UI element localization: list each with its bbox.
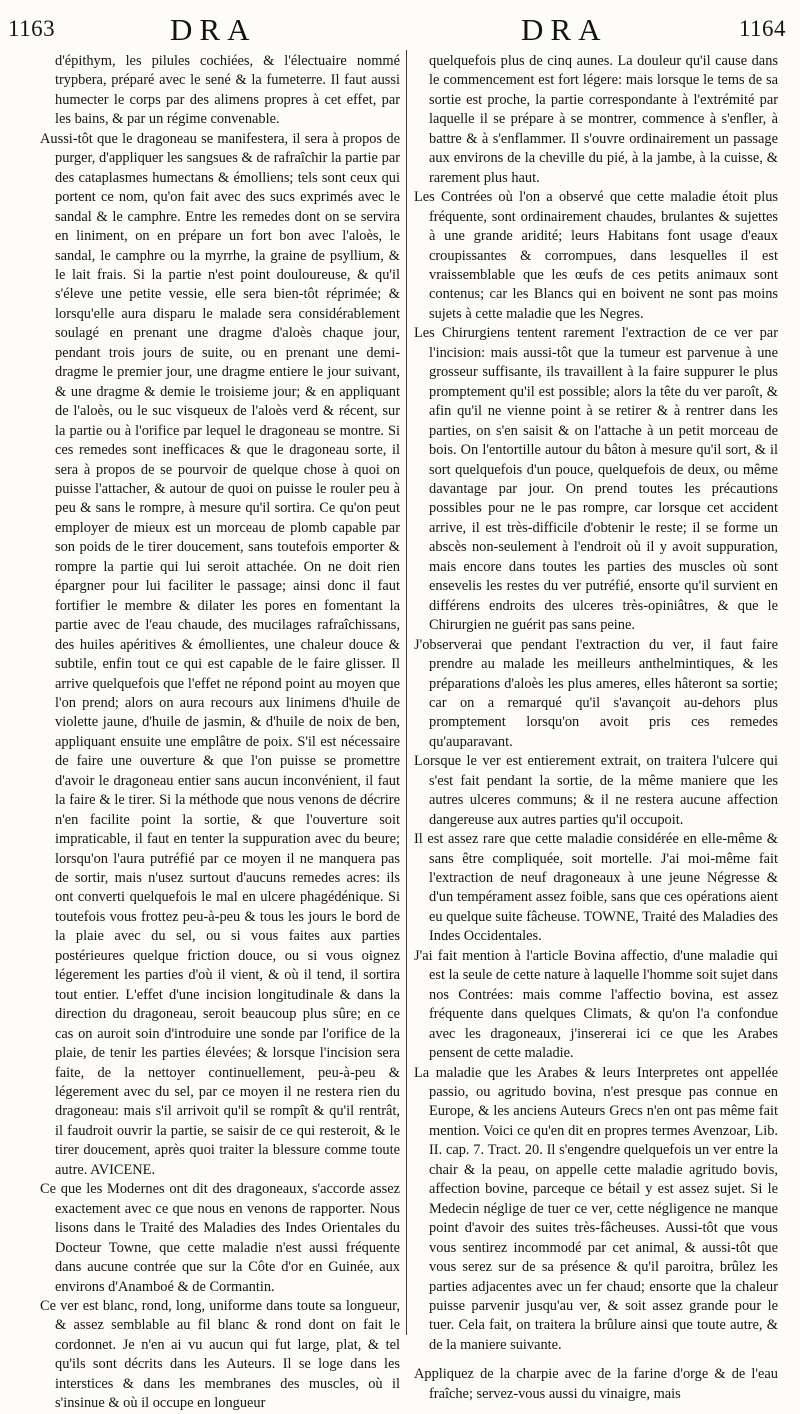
paragraph: Appliquez de la charpie avec de la farine d'orge & de l'eau fraîche; servez-vous aussi du vinaigre, mais [414,1366,778,1402]
left-column [40,52,400,1412]
paragraph: d'épithym, les pilules cochiées, & l'électuaire nommé trypbera, préparé avec le sené & la fumeterre. Il faut aussi humecter le corps par des alimens propres à cet effet, par les bains, & par un régime convenable. [55,53,400,128]
left-page-number: 1163 [8,16,56,41]
paragraph: Les Contrées où l'on a observé que cette maladie étoit plus fréquente, sont ordinairement chaudes, brulantes & sujettes à une grande aridité; leurs Habitans font usage d'eaux croupissantes & corrompues, dans lesquelles il est vraissemblable que les œufs de ces petits animaux sont contenus; car les Blancs qui en boivent ne sont pas moins sujets à cette maladie que les Negres. [414,189,778,322]
paragraph: Les Chirurgiens tentent rarement l'extraction de ce ver par l'incision: mais aussi-tôt que la tumeur est parvenue à une grosseur suffisante, ils travaillent à la faire suppurer le plus promptement qu'il est possible; alors la tête du ver paroît, & afin qu'il ne vienne point à se retirer & à rentrer dans les parties, on s'en saisit & on l'attache à un petit morceau de bois. On l'entortille autour du bâton à mesure qu'il sort, & il sort quelquefois d'un pouce, quelquefois de deux, ou même davantage par jour. On prend toutes les précautions possibles pour ne le pas rompre, car lorsque cet accident arrive, il est très-difficile d'obtenir le reste; il se forme un abscès non-seulement à l'endroit où il y avoit suppuration, mais encore dans toutes les parties des muscles où sont ensevelis les restes du ver putréfié, ensorte qu'il survient en différens endroits des ulceres très-opiniâtres, & que le Chirurgien ne guérit pas sans peine. [414,325,778,634]
paragraph: Ce ver est blanc, rond, long, uniforme dans toute sa longueur, & assez semblable au fil blanc & rond dont on fait le cordonnet. Je n'en ai vu aucun qui fut large, plat, & tel qu'ils sont décrits dans les Auteurs. Il se loge dans les interstices & dans les membranes des muscles, où il s'insinue & où il occupe en longueur [40,1298,400,1412]
paragraph: J'observerai que pendant l'extraction du ver, il faut faire prendre au malade les meilleurs anthelmintiques, & les préparations d'aloès les plus ameres, elles hâteront sa sortie; car on a remarqué qu'il s'avançoit au-dehors plus promptement lorsqu'on avoit pris ces remedes qu'auparavant. [414,636,778,750]
running-header [0,12,800,48]
left-running-title: DRA [170,12,257,47]
column-divider [406,50,407,1335]
paragraph: Aussi-tôt que le dragoneau se manifestera, il sera à propos de purger, d'appliquer les sangsues & de rafraîchir la partie par des cataplasmes humectans & émolliens; tels sont ceux qui portent ce nom, qu'on fait avec des sucs exprimés avec le sandal & le camphre. Entre les remedes dont on se servira en liniment, on en prépare un fort bon avec l'aloès, le sandal, le camphre ou la myrrhe, la graine de psyllium, & le lait frais. Si la partie n'est point douloureuse, & qu'il s'éleve une petite vessie, elle sera bien-tôt réprimée; & lorsqu'elle aura disparu le malade sera considérablement soulagé en prenant une dragme d'aloès chaque jour, pendant trois jours de suite, ou en prenant une demi-dragme le premier jour, une dragme entiere le jour suivant, & une dragme & demie le troisieme jour; & en appliquant de l'aloès, ou le suc visqueux de l'aloès verd & récent, sur la partie ou à l'orifice par lequel le dragoneau se montre. Si ces remedes sont inefficaces & que le dragoneau sorte, il sera à propos de se pourvoir de quelque chose à quoi on puisse l'attacher, & autour de quoi on puisse le rouler peu à peu & sans le rompre, à mesure qu'il sortira. Ce qu'on peut employer de mieux est un morceau de plomb capable par son poids de le tirer doucement, sans toutefois emporter & rompre la partie qui lui seroit attachée. On ne doit rien épargner pour lui faciliter le passage; ainsi donc il faut fortifier le membre & dilater les pores en fomentant la partie avec de l'eau chaude, des mucilages rafraîchissans, des huiles apéritives & émollientes, une chaleur douce & subtile, enfin tout ce qui est capable de le faire glisser. Il arrive quelquefois que l'effet ne répond point au moyen que l'on prend; alors on aura recours aux linimens d'huile de violette jaune, d'huile de jasmin, & d'huile de noix de ben, appliquant ensuite une emplâtre de poix. S'il est nécessaire de faire une ouverture & que l'on puisse se promettre d'avoir le dragoneau entier sans aucun inconvénient, il faut la faire & le tirer. Si la méthode que nous venons de décrire n'en facilite point la sortie, & que l'ouverture soit impraticable, il faut en tenter la suppuration avec du beure; lorsqu'on l'aura putréfié par ce moyen il ne manquera pas de sortir, mais n'usez surtout d'aucuns remedes acres: ils ont converti quelquefois le mal en ulcere phagédénique. Si toutefois vous frottez peu-à-peu & tous les jours le bord de la plaie avec du sel, ou si vous faites aux parties postérieures quelque friction douce, ou si vous oignez légerement les parties d'où il vient, & où il tend, il sortira tout entier. L'effet d'une incision longitudinale & dans la direction du dragoneau, seroit beaucoup plus sûre; en ce cas on auroit soin d'introduire une sonde par l'orifice de la plaie, de tenir les parties élevées; & lorsque l'incision sera faite, de la nettoyer continuellement, peu-à-peu & légerement avec du sel, par ce moyen il ne restera rien du dragoneau: mais s'il arrivoit qu'il se rompît & qu'il rentrât, il faudroit ouvrir la partie, se saisir de ce qui resteroit, & le tirer doucement, après quoi traiter la blessure comme toute autre. AVICENE. [40,130,400,1178]
paragraph: La maladie que les Arabes & leurs Interpretes ont appellée passio, ou agritudo bovina, n'est presque pas connue en Europe, & les anciens Auteurs Grecs n'en ont pas même fait mention. Voici ce qu'en dit en propres termes Avenzoar, Lib. II. cap. 7. Tract. 20. Il s'engendre quelquefois un ver entre la chair & la peau, on appelle cette maladie agritudo bovis, affection bovine, parceque ce bétail y est assez sujet. Si le Medecin néglige de tuer ce ver, cette négligence ne manque point d'avoir des suites très-fâcheuses. Aussi-tôt que vous vous sentirez incommodé par cet animal, & aussi-tôt que vous serez sur de sa présence & qu'il paroitra, brûlez les parties adjacentes avec un fer chaud; ensorte que la chaleur puisse parvenir jusqu'au ver, & soit assez grande pour le tuer. Cela fait, on traitera la brûlure ainsi que toute autre, & de la maniere suivante. [414,1064,778,1353]
paragraph: Lorsque le ver est entierement extrait, on traitera l'ulcere qui s'est fait pendant la sortie, de la même maniere que les autres ulceres communs; & il ne restera aucune affection dangereuse aux autres parties qu'il occupoit. [414,753,778,828]
paragraph: Ce que les Modernes ont dit des dragoneaux, s'accorde assez exactement avec ce que nous en venons de rapporter. Nous lisons dans le Traité des Maladies des Indes Orientales du Docteur Towne, que cette maladie n'est aussi fréquente dans aucune contrée que sur la Côte d'or en Guinée, aux environs d'Anamboé & de Cormantin. [40,1181,400,1295]
right-page-number: 1164 [738,16,786,41]
paragraph: J'ai fait mention à l'article Bovina affectio, d'une maladie qui est la seule de cette nature à laquelle l'homme soit sujet dans nos Contrées: mais comme l'affectio bovina, est assez fréquente dans quelques Climats, & qu'on l'a confondue avec les dragoneaux, j'insererai ici ce que les Arabes pensent de cette maladie. [414,947,778,1062]
right-column [414,52,778,1402]
paragraph: Il est assez rare que cette maladie considérée en elle-même & sans être compliquée, soit mortelle. J'ai moi-même fait l'extraction de neuf dragoneaux à une jeune Négresse & d'un tempérament assez foible, sans que ces opérations aient eu quelque suite fâcheuse. TOWNE, Traité des Maladies des Indes Occidentales. [414,831,778,945]
paragraph: quelquefois plus de cinq aunes. La douleur qu'il cause dans le commencement est fort légere: mais lorsque le tems de sa sortie est proche, la partie correspondante à l'extrémité par laquelle il se prépare à se montrer, commence à s'enfler, à battre & à s'enflammer. Il s'ouvre ordinairement un passage aux environs de la cheville du pié, à la jambe, à la cuisse, & rarement plus haut. [429,53,778,186]
right-running-title: DRA [521,12,608,47]
